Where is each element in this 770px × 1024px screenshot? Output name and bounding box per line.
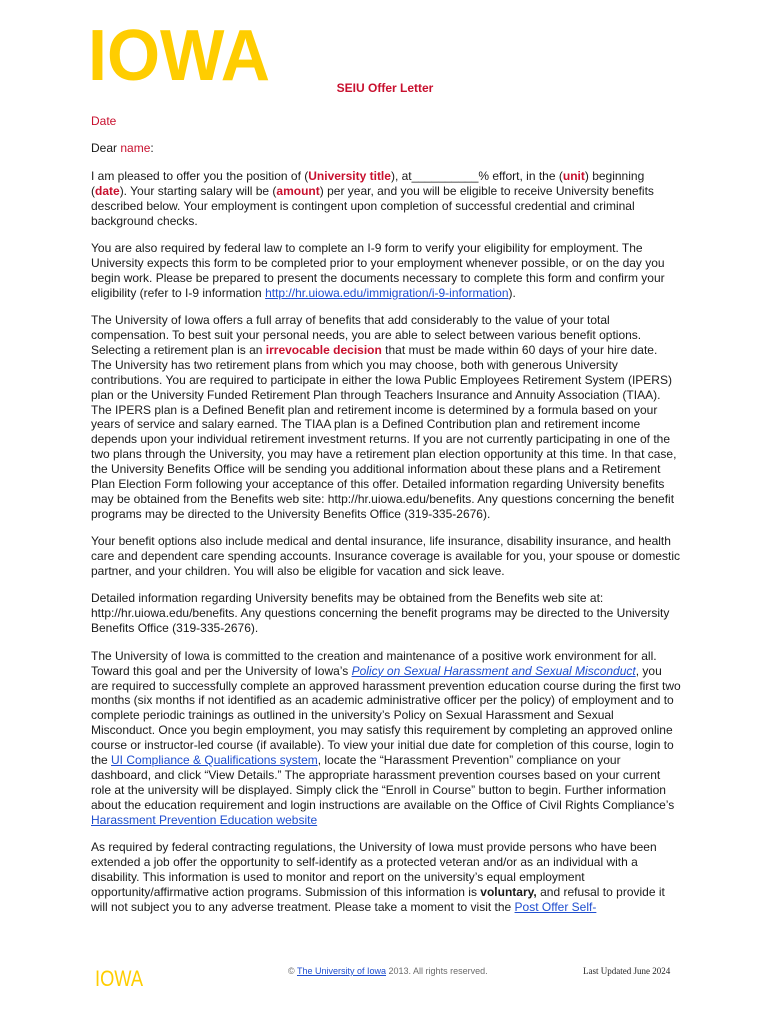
iowa-logo-text: IOWA — [88, 16, 270, 96]
copyright-text: 2013. All rights reserved. — [386, 966, 488, 976]
irrevocable-decision: irrevocable decision — [265, 342, 382, 357]
retirement-text-2: that must be made within 60 days of your hire date. The University has two retirement plans from which you may choose, both with generous University contributions. You are required to participate in either the Iowa Public Employees Retirement System (IPERS) plan or the University Funded Retirement Plan through Teachers Insurance and Annuity Association (TIAA). The IPERS plan is a Defined Benefit plan and retirement income is determined by a formula based on your years of service and salary earned. The TIAA plan is a Defined Contribution plan and retirement income depends upon your individual retirement investment returns. If you are not currently participating in one of the two plans through the University, you may have a retirement plan election opportunity at this time. In that case, the University Benefits Office will be sending you additional information about these plans and a Retirement Plan Election Form following your acceptance of this offer. Detailed information regarding University benefits may be obtained from the Benefits web site: http://hr.uiowa.edu/benefits. Any questions concerning the benefit programs may be directed to the University Benefits Office (319-335-2676). — [91, 342, 677, 521]
title-placeholder: University title — [308, 168, 391, 183]
last-updated: Last Updated June 2024 — [583, 966, 671, 976]
paragraph-self-identify — [91, 840, 681, 915]
paragraph-benefits-info: Detailed information regarding University benefits may be obtained from the Benefits web site at: http://hr.uiowa.edu/benefits. Any questions concerning the benefit programs may be directed to the University Benefits Office (319-335-2676). — [91, 591, 670, 636]
letter-body — [91, 114, 681, 927]
iowa-logo — [88, 16, 270, 96]
harassment-text-3: , locate the “Harassment Prevention” compliance on your dashboard, and click “View Details.” The appropriate harassment prevention courses based on your current role at the university will be displayed. Simply click the “Enroll in Course” button to begin. Further information about the education requirement and login instructions are available on the Office of Civil Rights Compliance’s — [91, 753, 675, 812]
paragraph-offer — [91, 169, 681, 229]
i9-text-1: You are also required by federal law to complete an I-9 form to verify your eligibility for employment. The University expects this form to be completed prior to your employment whenever possible, or on the day you begin work. Please be prepared to present the documents necessary to complete this form and confirm your eligibility (refer to I-9 information — [91, 240, 665, 300]
copyright-symbol: © — [288, 966, 297, 976]
salutation-colon: : — [150, 141, 154, 156]
salutation — [91, 141, 681, 156]
voluntary-bold: voluntary, — [480, 884, 537, 899]
self-identify-text-2: and refusal to provide it will not subject you to any adverse treatment. Please take a moment to visit the — [91, 884, 665, 914]
post-offer-link[interactable]: Post Offer Self- — [514, 899, 597, 914]
harassment-text-2: , you are required to successfully complete an approved harassment prevention education course during the first two months (six months if not identified as an academic administrative officer per the policy) of employment and to complete periodic trainings as outlined in the university’s Policy on Sexual Harassment and Sexual Misconduct. Once you begin employment, you may satisfy this requirement by completing an approved online course or instructor-led course (if available). To view your initial due date for completion of this course, login to the — [91, 663, 681, 768]
date-line — [91, 114, 681, 129]
paragraph-harassment — [91, 649, 681, 828]
unit-placeholder: unit — [562, 168, 585, 183]
footer-iowa-logo — [95, 966, 144, 991]
i9-text-2: ). — [508, 285, 516, 300]
i9-info-link[interactable]: http://hr.uiowa.edu/immigration/i-9-information — [265, 285, 509, 300]
footer-logo-text: IOWA — [95, 966, 144, 991]
start-date-placeholder: date — [95, 183, 120, 198]
policy-link[interactable]: Policy on Sexual Harassment and Sexual Misconduct — [351, 663, 636, 678]
university-link[interactable]: The University of Iowa — [296, 966, 387, 976]
footer-copyright — [288, 966, 488, 976]
offer-text-3: ) beginning ( — [91, 168, 645, 198]
harassment-education-link[interactable]: Harassment Prevention Education website — [91, 812, 318, 827]
paragraph-retirement — [91, 313, 681, 522]
date-placeholder: Date — [91, 114, 117, 128]
paragraph-benefit-options: Your benefit options also include medical and dental insurance, life insurance, disability insurance, and health care and dependent care spending accounts. Insurance coverage is available for you, your spouse or domestic partner, and your children. You will also be eligible for vacation and sick leave. — [91, 534, 681, 579]
self-identify-text-1: As required by federal contracting regulations, the University of Iowa must provide persons who have been extended a job offer the opportunity to self-identify as a protected veteran and/or as an individual with a disability. This information is used to monitor and report on the university’s equal employment opportunity/affirmative action programs. Submission of this information is — [91, 840, 657, 899]
offer-text-5: ) per year, and you will be eligible to receive University benefits described below. Your employment is contingent upon completion of successful credential and criminal background checks. — [91, 183, 654, 228]
amount-placeholder: amount — [276, 183, 320, 198]
name-placeholder: name — [120, 141, 151, 156]
paragraph-i9 — [91, 241, 681, 301]
offer-text-1: I am pleased to offer you the position of ( — [91, 168, 309, 183]
harassment-text-1: The University of Iowa is committed to the creation and maintenance of a positive work environment for all. Toward this goal and per the University of Iowa’s — [91, 648, 657, 678]
document-title: SEIU Offer Letter — [336, 81, 434, 95]
salutation-text: Dear — [91, 141, 121, 156]
retirement-text-1: The University of Iowa offers a full array of benefits that add considerably to the value of your total compensation. To best suit your personal needs, you are able to select between various benefit options. Selecting a retirement plan is an — [91, 313, 642, 357]
compliance-system-link[interactable]: UI Compliance & Qualifications system — [111, 753, 318, 768]
offer-text-4: ). Your starting salary will be ( — [119, 183, 277, 198]
offer-text-2: ), at__________% effort, in the ( — [390, 168, 563, 183]
